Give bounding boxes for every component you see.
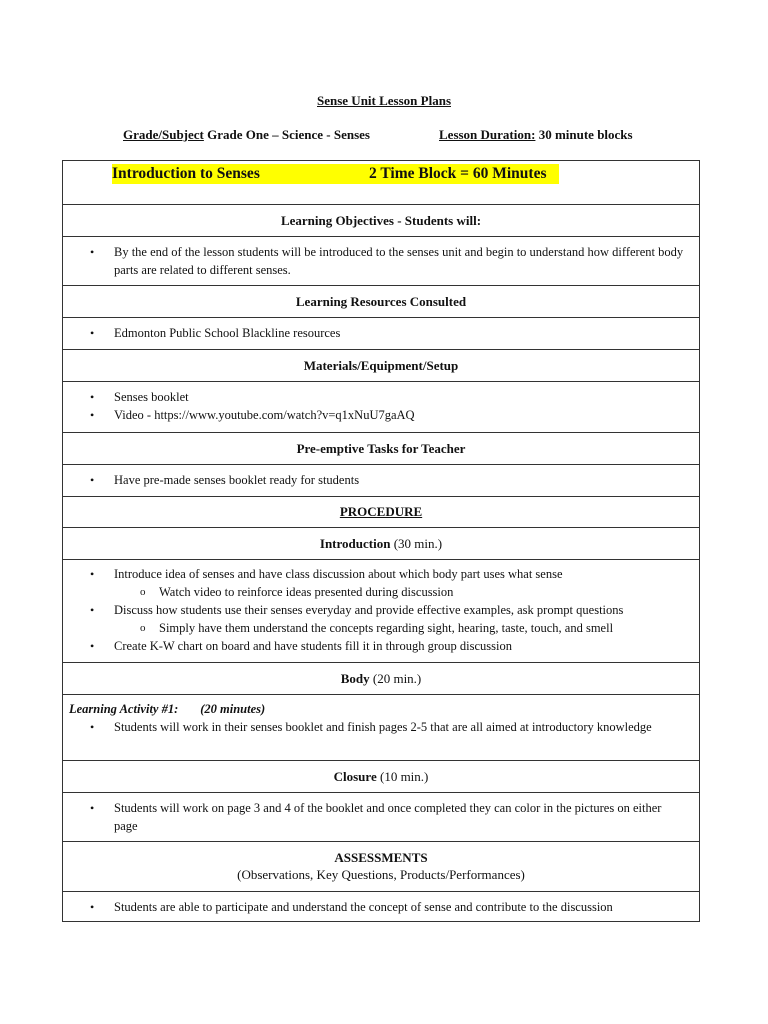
objectives-header — [63, 204, 699, 236]
lesson-plan-table — [62, 160, 700, 922]
closure-time: (10 min.) — [376, 768, 429, 784]
body-content — [63, 694, 699, 760]
list-item: • Have pre-made senses booklet ready for students — [63, 471, 699, 489]
assessments-title: ASSESSMENTS — [334, 850, 428, 865]
resources-header — [63, 285, 699, 317]
sub-list-item: o Watch video to reinforce ideas presented during discussion — [63, 583, 699, 601]
materials-content — [63, 381, 699, 432]
intro-title: Introduction to Senses — [112, 165, 260, 182]
grade-value: Grade One – Science - Senses — [203, 127, 370, 142]
procedure-header — [63, 496, 699, 527]
preemptive-header — [63, 432, 699, 464]
resources-list — [63, 324, 699, 342]
lesson-meta-line — [123, 127, 683, 143]
list-item: • Video - https://www.youtube.com/watch?v=q1xNuU7gaAQ — [63, 406, 699, 424]
body-time: (20 min.) — [369, 670, 422, 686]
assessments-content — [63, 891, 699, 921]
intro-highlight — [112, 164, 559, 184]
list-item: • Introduce idea of senses and have class discussion about which body part uses what sense — [63, 565, 699, 583]
preemptive-content — [63, 464, 699, 496]
activity-title — [63, 700, 699, 718]
objectives-content — [63, 236, 699, 285]
list-item: • Students will work on page 3 and 4 of the booklet and once completed they can color in the pictures on either page — [63, 799, 699, 835]
preemptive-header-label: Pre-emptive Tasks for Teacher — [296, 440, 466, 456]
introduction-time: (30 min.) — [390, 535, 443, 551]
closure-content — [63, 792, 699, 841]
list-item: • Discuss how students use their senses everyday and provide effective examples, ask prompt questions — [63, 601, 699, 619]
assessments-list — [63, 898, 699, 916]
intro-title-row — [63, 161, 699, 204]
procedure-header-label: PROCEDURE — [339, 504, 423, 519]
objectives-list — [63, 243, 699, 279]
list-item: • Senses booklet — [63, 388, 699, 406]
grade-label: Grade/Subject — [123, 127, 204, 142]
document-title: Sense Unit Lesson Plans — [317, 93, 451, 108]
objectives-header-label: Learning Objectives - Students will: — [280, 212, 482, 228]
activity-title-label: Learning Activity #1: — [69, 702, 179, 716]
duration-value: 30 minute blocks — [535, 127, 633, 142]
resources-header-label: Learning Resources Consulted — [295, 293, 467, 309]
closure-label: Closure — [333, 768, 377, 784]
preemptive-list — [63, 471, 699, 489]
introduction-list — [63, 565, 699, 655]
closure-list — [63, 799, 699, 835]
activity-list — [63, 718, 699, 736]
body-header — [63, 662, 699, 694]
list-item: • By the end of the lesson students will be introduced to the senses unit and begin to understand how different body parts are related to different senses. — [63, 243, 699, 279]
duration-label: Lesson Duration: — [439, 127, 536, 142]
resources-content — [63, 317, 699, 349]
assessments-header — [63, 841, 699, 891]
list-item: • Students are able to participate and understand the concept of sense and contribute to the discussion — [63, 898, 699, 916]
materials-header — [63, 349, 699, 381]
materials-header-label: Materials/Equipment/Setup — [303, 357, 459, 373]
list-item: • Students will work in their senses booklet and finish pages 2-5 that are all aimed at introductory knowledge — [63, 718, 699, 736]
activity-time: (20 minutes) — [200, 702, 266, 716]
materials-list — [63, 388, 699, 424]
duration — [439, 127, 633, 143]
introduction-header — [63, 527, 699, 559]
list-item: • Edmonton Public School Blackline resources — [63, 324, 699, 342]
intro-time-block: 2 Time Block = 60 Minutes — [369, 165, 547, 182]
list-item: • Create K-W chart on board and have students fill it in through group discussion — [63, 637, 699, 655]
body-label: Body — [340, 670, 370, 686]
assessments-subtitle: (Observations, Key Questions, Products/Performances) — [237, 867, 525, 882]
introduction-content — [63, 559, 699, 662]
closure-header — [63, 760, 699, 792]
sub-list-item: o Simply have them understand the concepts regarding sight, hearing, taste, touch, and smell — [63, 619, 699, 637]
introduction-label: Introduction — [319, 535, 391, 551]
